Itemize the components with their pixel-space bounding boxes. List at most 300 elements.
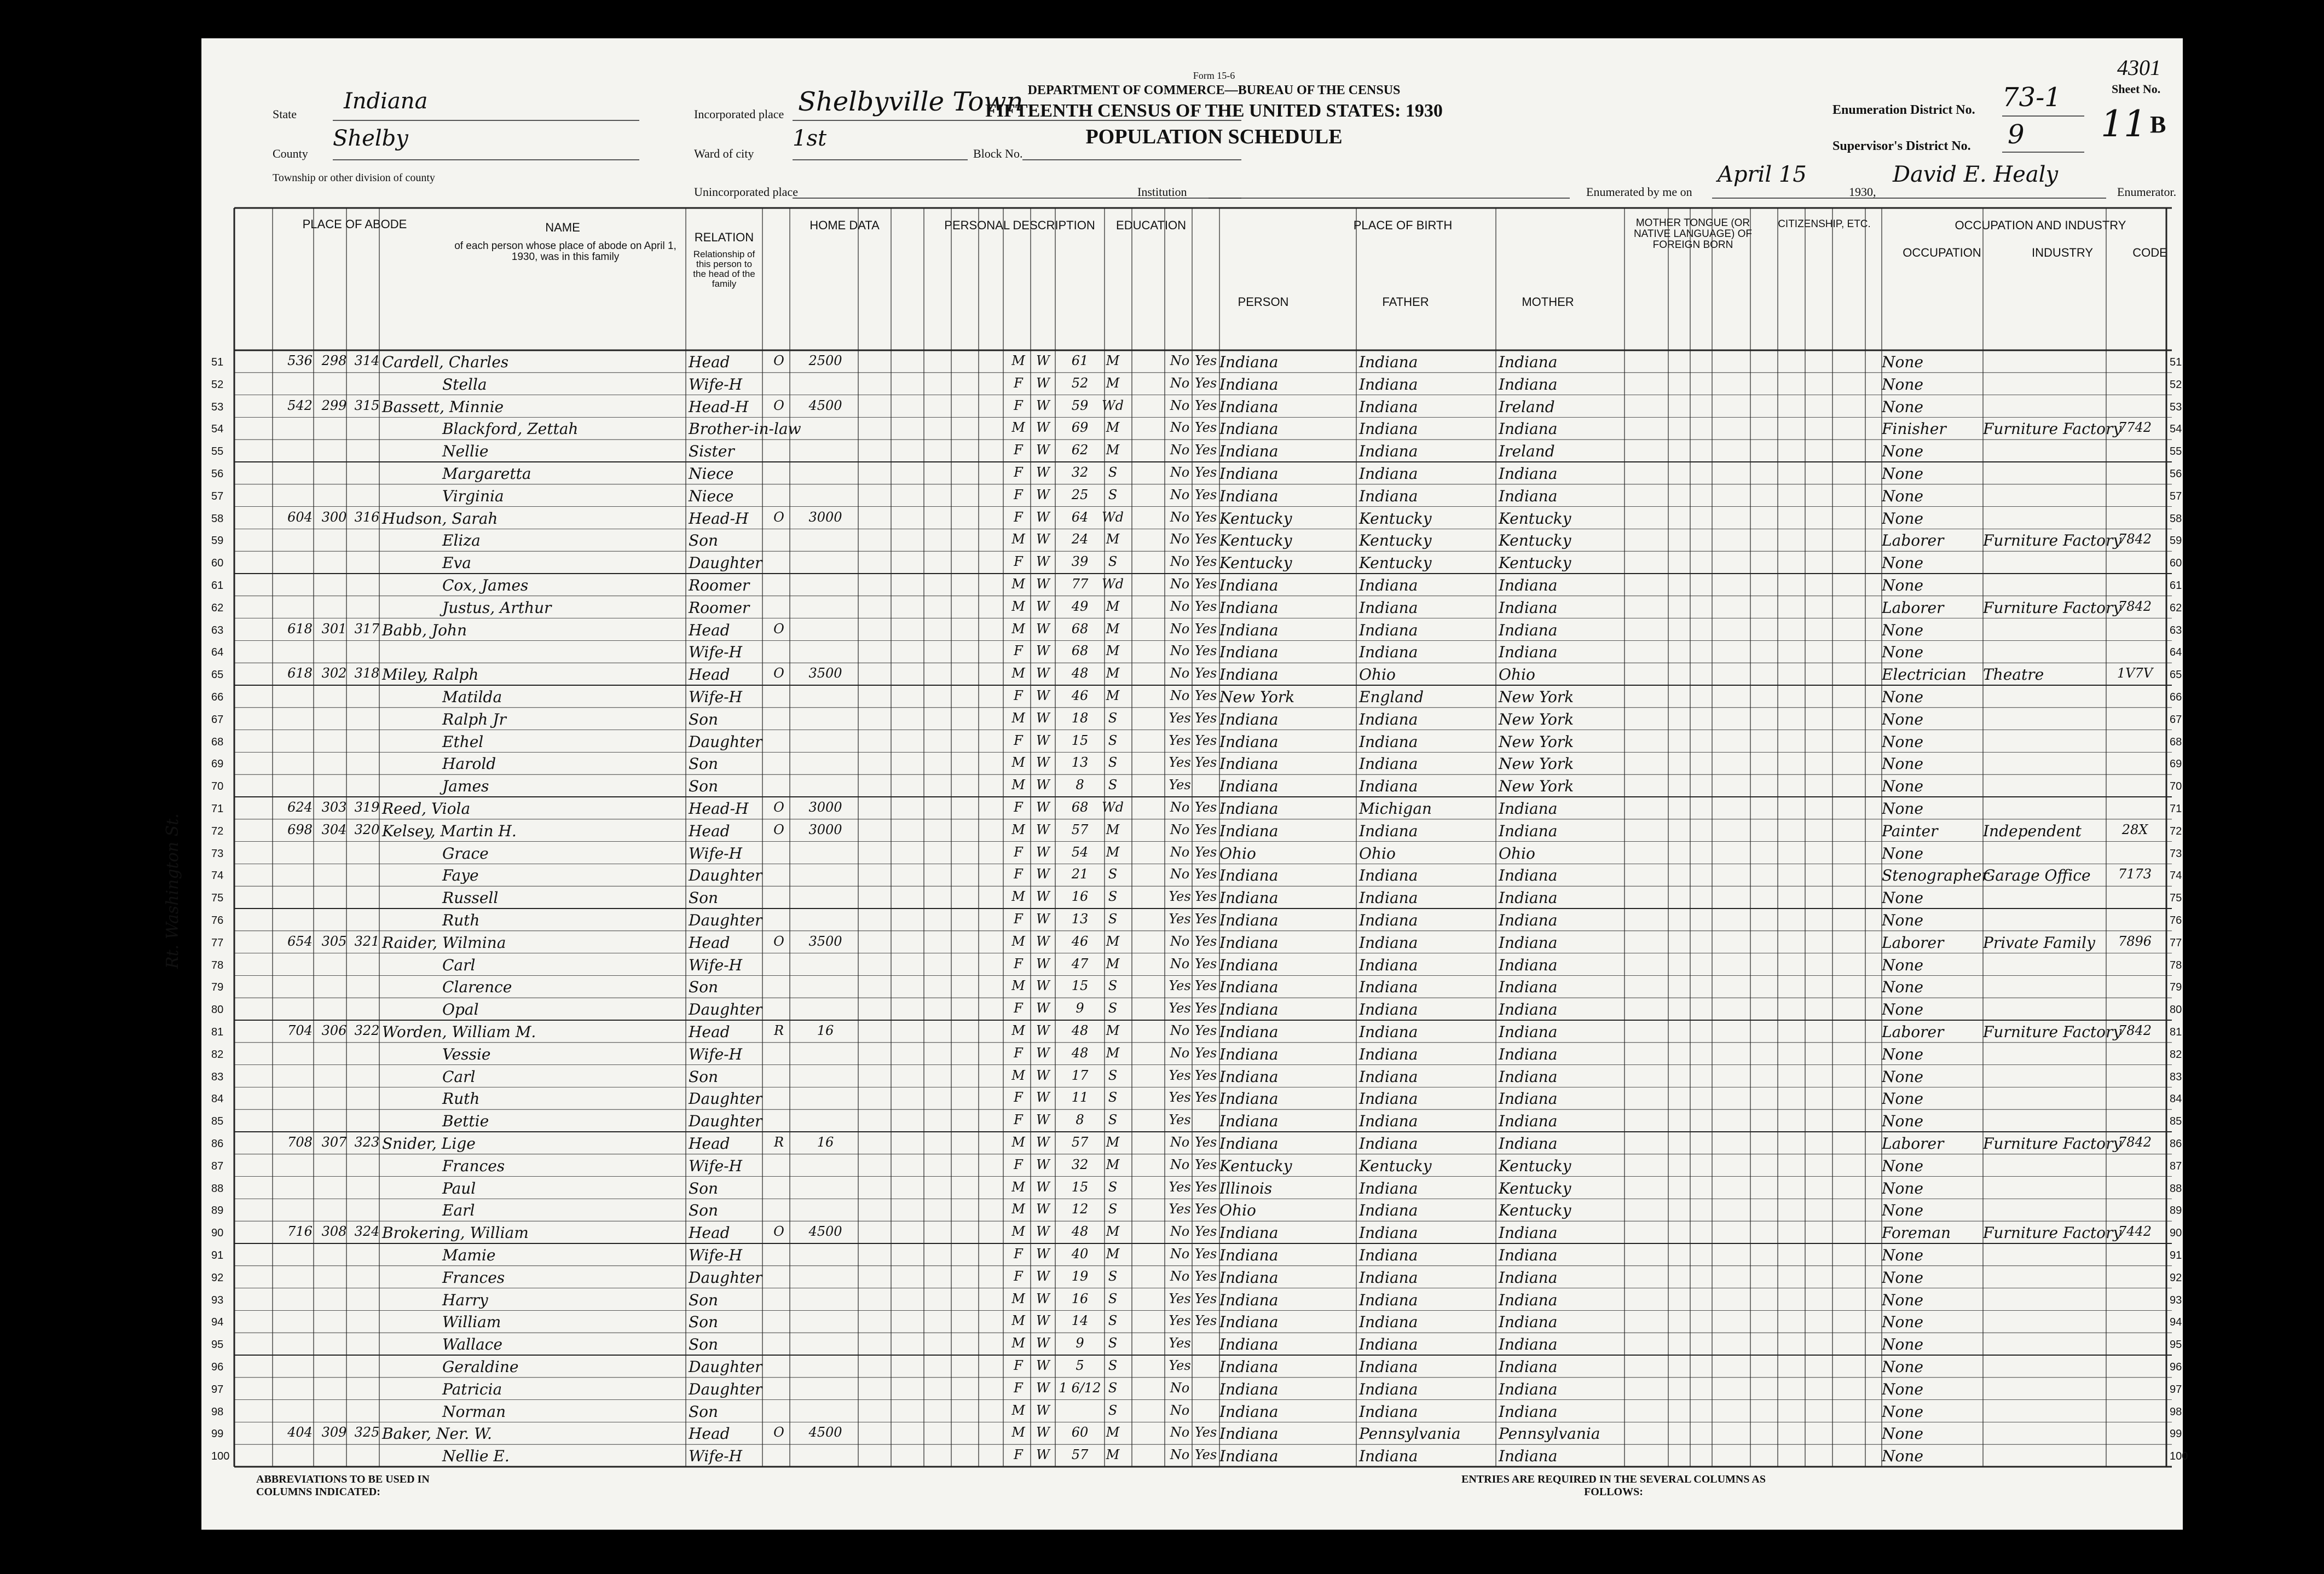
cell-race: W [1036,821,1050,837]
cell-code: 7842 [2118,1023,2152,1038]
cell-age: 46 [1071,688,1089,703]
sheet-letter: B [2150,111,2166,138]
cell-occ: None [1882,576,1923,594]
cell-age: 15 [1071,978,1089,994]
cell-father: Indiana [1359,866,1418,885]
cell-sex: M [1011,1135,1025,1150]
row-number: 66 [211,691,224,703]
cell-sex: F [1014,688,1023,703]
cell-father: Michigan [1359,800,1432,818]
cell-school: No [1170,1380,1190,1396]
cell-age: 68 [1071,800,1089,815]
cell-age: 57 [1071,1447,1089,1463]
row-number-right: 61 [2170,580,2182,592]
cell-father: Indiana [1359,821,1418,840]
cell-birth: Indiana [1219,465,1279,483]
cell-sex: M [1011,1291,1025,1306]
cell-father: Indiana [1359,1246,1418,1264]
cell-mother: Indiana [1499,821,1558,840]
row-number-right: 73 [2170,847,2182,860]
cell-occ: Stenographer [1882,866,1989,885]
cell-sex: F [1014,1380,1023,1396]
row-number-right: 62 [2170,601,2182,614]
cell-father: Indiana [1359,487,1418,505]
cell-occ: None [1882,465,1923,483]
cell-birth: Indiana [1219,1335,1279,1354]
group-occupation-industry: OCCUPATION AND INDUSTRY [1955,218,2126,232]
cell-mother: Indiana [1499,800,1558,818]
incorporated-value: Shelbyville Town [798,86,1024,117]
cell-read: Yes [1194,1156,1217,1172]
cell-school: No [1170,643,1190,659]
cell-mar: S [1108,1067,1118,1083]
cell-race: W [1036,1179,1050,1195]
cell-name: Cox, James [442,576,529,594]
cell-family: 323 [354,1135,380,1150]
cell-birth: Indiana [1219,1402,1279,1421]
cell-ind: Furniture Factory [1983,1224,2122,1242]
cell-sex: F [1014,1090,1023,1106]
cell-mar: S [1108,1335,1118,1351]
cell-house: 536 [287,353,313,368]
cell-read: Yes [1194,1023,1217,1038]
cell-family: 320 [354,821,380,837]
cell-birth: Indiana [1219,621,1279,639]
cell-name: Faye [442,866,479,885]
cell-school: Yes [1169,911,1191,927]
cell-birth: Indiana [1219,1291,1279,1309]
cell-father: Indiana [1359,353,1418,371]
cell-code: 28X [2121,821,2148,837]
cell-school: No [1170,844,1190,860]
cell-mother: Indiana [1499,1358,1558,1376]
cell-rel: Son [689,978,719,997]
cell-mar: Wd [1102,397,1124,413]
cell-mother: Ohio [1499,666,1535,684]
row-number: 56 [211,468,224,480]
cell-age: 15 [1071,1179,1089,1195]
cell-age: 61 [1071,353,1089,368]
county-value: Shelby [333,126,408,151]
cell-sex: F [1014,1246,1023,1261]
enum-district-value: 73-1 [2002,82,2061,113]
cell-school: No [1170,375,1190,391]
cell-age: 49 [1071,598,1089,614]
row-number: 65 [211,669,224,681]
cell-birth: Indiana [1219,1268,1279,1287]
cell-school: Yes [1169,1335,1191,1351]
cell-birth: Indiana [1219,397,1279,416]
cell-rel: Son [689,1402,719,1421]
cell-sex: M [1011,576,1025,592]
cell-school: Yes [1169,1179,1191,1195]
cell-code: 7896 [2118,933,2152,949]
cell-occ: None [1882,1268,1923,1287]
cell-race: W [1036,1090,1050,1106]
row-number: 98 [211,1405,224,1418]
cell-family: 317 [354,621,380,636]
cell-read: Yes [1194,598,1217,614]
cell-name: Russell [442,889,499,907]
cell-mother: Indiana [1499,1335,1558,1354]
row-number-right: 78 [2170,959,2182,971]
cell-value: 16 [817,1135,834,1150]
sheet-label: Sheet No. [2112,82,2161,96]
cell-father: Indiana [1359,1067,1418,1086]
cell-read: Yes [1194,889,1217,905]
row-number: 97 [211,1383,224,1396]
cell-father: Indiana [1359,1023,1418,1041]
cell-tenure: O [773,800,784,815]
row-number: 99 [211,1428,224,1440]
cell-name: James [442,777,489,796]
cell-sex: F [1014,509,1023,525]
cell-name: Frances [442,1268,505,1287]
row-number-right: 58 [2170,512,2182,525]
cell-name: Hudson, Sarah [382,509,498,528]
cell-read: Yes [1194,688,1217,703]
cell-mother: New York [1499,755,1574,773]
cell-birth: Kentucky [1219,554,1292,572]
cell-name: Miley, Ralph [382,666,479,684]
cell-rel: Daughter [689,1112,762,1131]
row-number: 67 [211,713,224,726]
cell-rel: Son [689,1291,719,1309]
cell-mother: Indiana [1499,1067,1558,1086]
cell-rel: Wife-H [689,844,743,863]
cell-occ: None [1882,1358,1923,1376]
cell-occ: None [1882,911,1923,929]
cell-read: Yes [1194,397,1217,413]
cell-mar: M [1106,420,1120,436]
cell-birth: Ohio [1219,844,1256,863]
cell-mother: Indiana [1499,1000,1558,1019]
cell-mar: S [1108,911,1118,927]
cell-rel: Head [689,933,730,952]
cell-age: 15 [1071,732,1089,748]
cell-code: 7842 [2118,1135,2152,1150]
cell-rel: Son [689,531,719,550]
cell-birth: Indiana [1219,353,1279,371]
cell-father: Indiana [1359,710,1418,728]
cell-age: 48 [1071,1045,1089,1061]
cell-name: Ruth [442,911,480,929]
cell-age: 46 [1071,933,1089,949]
incorporated-label: Incorporated place [694,107,784,121]
cell-rel: Head [689,621,730,639]
row-number-right: 100 [2170,1450,2188,1463]
cell-mar: S [1108,1380,1118,1396]
cell-name: Mamie [442,1246,496,1264]
row-number: 93 [211,1294,224,1306]
row-number-right: 79 [2170,981,2182,994]
cell-mother: New York [1499,688,1574,706]
cell-race: W [1036,554,1050,570]
row-number: 80 [211,1004,224,1016]
cell-house: 704 [287,1023,313,1038]
cell-age: 48 [1071,1023,1089,1038]
cell-school: No [1170,621,1190,636]
cell-mother: Indiana [1499,1447,1558,1466]
cell-age: 77 [1071,576,1089,592]
margin-note: Rt. Washington St. [163,813,182,969]
enumeration-date: April 15 [1718,162,1807,187]
row-number-right: 59 [2170,535,2182,547]
row-number-right: 74 [2170,870,2182,882]
cell-birth: Indiana [1219,1023,1279,1041]
cell-sex: F [1014,643,1023,659]
cell-birth: New York [1219,688,1295,706]
group-personal-description: PERSONAL DESCRIPTION [944,218,1095,232]
cell-read: Yes [1194,666,1217,681]
cell-father: Indiana [1359,465,1418,483]
cell-occ: None [1882,1291,1923,1309]
cell-sex: M [1011,1335,1025,1351]
row-number: 61 [211,580,224,592]
cell-mother: Indiana [1499,1224,1558,1242]
cell-name: Margaretta [442,465,531,483]
row-number-right: 77 [2170,936,2182,949]
cell-school: Yes [1169,710,1191,726]
cell-dwelling: 309 [321,1425,347,1440]
cell-rel: Head [689,1425,730,1443]
cell-sex: F [1014,911,1023,927]
cell-rel: Head-H [689,509,749,528]
row-number: 69 [211,758,224,771]
county-label: County [273,147,308,160]
cell-code: 7442 [2118,1224,2152,1240]
institution-label: Institution [1137,185,1187,199]
cell-occ: None [1882,1246,1923,1264]
cell-birth: Indiana [1219,978,1279,997]
cell-school: No [1170,956,1190,971]
cell-read: Yes [1194,1045,1217,1061]
state-label: State [273,107,297,121]
cell-value: 16 [817,1023,834,1038]
cell-school: No [1170,666,1190,681]
cell-house: 654 [287,933,313,949]
cell-race: W [1036,621,1050,636]
cell-age: 8 [1076,777,1084,793]
cell-occ: None [1882,732,1923,751]
cell-age: 19 [1071,1268,1089,1284]
cell-mar: M [1106,1135,1120,1150]
cell-mother: New York [1499,777,1574,796]
cell-name: Wallace [442,1335,502,1354]
cell-mar: S [1108,1179,1118,1195]
cell-mar: S [1108,1268,1118,1284]
cell-father: Pennsylvania [1359,1425,1461,1443]
cell-occ: Laborer [1882,933,1944,952]
row-number-right: 99 [2170,1428,2182,1440]
row-number: 86 [211,1138,224,1150]
cell-mother: Indiana [1499,576,1558,594]
cell-sex: M [1011,1224,1025,1240]
cell-name: Carl [442,1067,476,1086]
cell-sex: F [1014,375,1023,391]
cell-occ: None [1882,1179,1923,1197]
cell-mar: S [1108,978,1118,994]
cell-occ: None [1882,643,1923,662]
cell-mar: S [1108,777,1118,793]
cell-sex: M [1011,666,1025,681]
cell-house: 716 [287,1224,313,1240]
row-number: 51 [211,356,224,368]
cell-name: Stella [442,375,487,394]
cell-value: 3000 [808,509,842,525]
cell-birth: Indiana [1219,866,1279,885]
cell-name: Raider, Wilmina [382,933,506,952]
cell-school: No [1170,1045,1190,1061]
cell-rel: Wife-H [689,643,743,662]
cell-mar: M [1106,1447,1120,1463]
cell-birth: Indiana [1219,710,1279,728]
cell-birth: Indiana [1219,1447,1279,1466]
cell-read: Yes [1194,1000,1217,1016]
cell-occ: Laborer [1882,1023,1944,1041]
cell-birth: Indiana [1219,1224,1279,1242]
cell-sex: F [1014,1000,1023,1016]
cell-mother: Ireland [1499,442,1555,461]
cell-sex: F [1014,800,1023,815]
cell-ind: Furniture Factory [1983,531,2122,550]
cell-mother: Indiana [1499,1023,1558,1041]
cell-sex: M [1011,821,1025,837]
cell-mar: M [1106,375,1120,391]
cell-rel: Roomer [689,598,750,617]
row-number-right: 98 [2170,1405,2182,1418]
cell-rel: Head-H [689,397,749,416]
cell-race: W [1036,353,1050,368]
enumerator-name: David E. Healy [1893,162,2059,187]
cell-read: Yes [1194,1291,1217,1306]
entries-title: ENTRIES ARE REQUIRED IN THE SEVERAL COLUMNS AS FOLLOWS: [1461,1473,1766,1498]
cell-father: Indiana [1359,956,1418,974]
cell-sex: M [1011,1067,1025,1083]
cell-house: 542 [287,397,313,413]
cell-mother: Indiana [1499,1135,1558,1153]
cell-father: Indiana [1359,621,1418,639]
cell-name: Ethel [442,732,484,751]
cell-school: No [1170,509,1190,525]
cell-occ: None [1882,710,1923,728]
cell-mar: S [1108,1201,1118,1217]
cell-name: Kelsey, Martin H. [382,821,517,840]
sheet-value: 11 [2101,103,2147,145]
row-number: 81 [211,1026,224,1038]
cell-read: Yes [1194,978,1217,994]
cell-occ: None [1882,353,1923,371]
cell-school: Yes [1169,978,1191,994]
cell-read: Yes [1194,821,1217,837]
cell-mar: M [1106,1045,1120,1061]
cell-age: 24 [1071,531,1089,547]
cell-mar: Wd [1102,509,1124,525]
row-number-right: 83 [2170,1070,2182,1083]
cell-mar: M [1106,643,1120,659]
cell-sex: F [1014,1268,1023,1284]
row-number-right: 76 [2170,915,2182,927]
cell-mother: Indiana [1499,1402,1558,1421]
row-number-right: 60 [2170,557,2182,570]
cell-school: No [1170,1224,1190,1240]
row-number-right: 75 [2170,892,2182,905]
cell-occ: Laborer [1882,598,1944,617]
cell-age: 54 [1071,844,1089,860]
cell-occ: None [1882,442,1923,461]
cell-father: Indiana [1359,643,1418,662]
cell-rel: Niece [689,465,734,483]
cell-birth: Indiana [1219,1090,1279,1108]
cell-tenure: O [773,353,784,368]
row-number: 83 [211,1070,224,1083]
row-number: 75 [211,892,224,905]
cell-rel: Roomer [689,576,750,594]
cell-mother: Indiana [1499,353,1558,371]
row-number: 96 [211,1361,224,1373]
cell-age: 32 [1071,465,1089,480]
row-number: 90 [211,1227,224,1240]
year-label: 1930, [1849,185,1876,199]
cell-race: W [1036,1067,1050,1083]
cell-father: Ohio [1359,666,1396,684]
cell-sex: F [1014,465,1023,480]
cell-school: Yes [1169,732,1191,748]
cell-rel: Son [689,1179,719,1197]
cell-family: 324 [354,1224,380,1240]
cell-read: Yes [1194,732,1217,748]
row-number: 79 [211,981,224,994]
row-number-right: 89 [2170,1205,2182,1217]
cell-birth: Indiana [1219,732,1279,751]
cell-father: Indiana [1359,1135,1418,1153]
cell-school: No [1170,1135,1190,1150]
cell-rel: Son [689,1335,719,1354]
cell-name: Clarence [442,978,512,997]
cell-occ: Laborer [1882,1135,1944,1153]
cell-birth: Indiana [1219,889,1279,907]
cell-dwelling: 307 [321,1135,347,1150]
cell-sex: F [1014,732,1023,748]
cell-mar: S [1108,755,1118,771]
cell-race: W [1036,465,1050,480]
cell-mar: M [1106,666,1120,681]
cell-birth: Indiana [1219,375,1279,394]
cell-occ: None [1882,375,1923,394]
cell-read: Yes [1194,375,1217,391]
cell-rel: Daughter [689,1090,762,1108]
cell-birth: Indiana [1219,666,1279,684]
cell-birth: Indiana [1219,1380,1279,1398]
cell-school: No [1170,598,1190,614]
cell-read: Yes [1194,1425,1217,1440]
block-label: Block No. [973,147,1023,160]
cell-sex: F [1014,1156,1023,1172]
form-schedule-title: POPULATION SCHEDULE [1085,125,1343,148]
cell-mar: M [1106,688,1120,703]
row-number: 94 [211,1316,224,1329]
cell-father: Indiana [1359,1313,1418,1332]
cell-occ: None [1882,1156,1923,1175]
cell-birth: Indiana [1219,1425,1279,1443]
cell-ind: Furniture Factory [1983,1135,2122,1153]
cell-father: Indiana [1359,911,1418,929]
cell-sex: F [1014,487,1023,502]
cell-school: No [1170,576,1190,592]
cell-name: Earl [442,1201,475,1220]
cell-age: 40 [1071,1246,1089,1261]
cell-value: 3000 [808,821,842,837]
